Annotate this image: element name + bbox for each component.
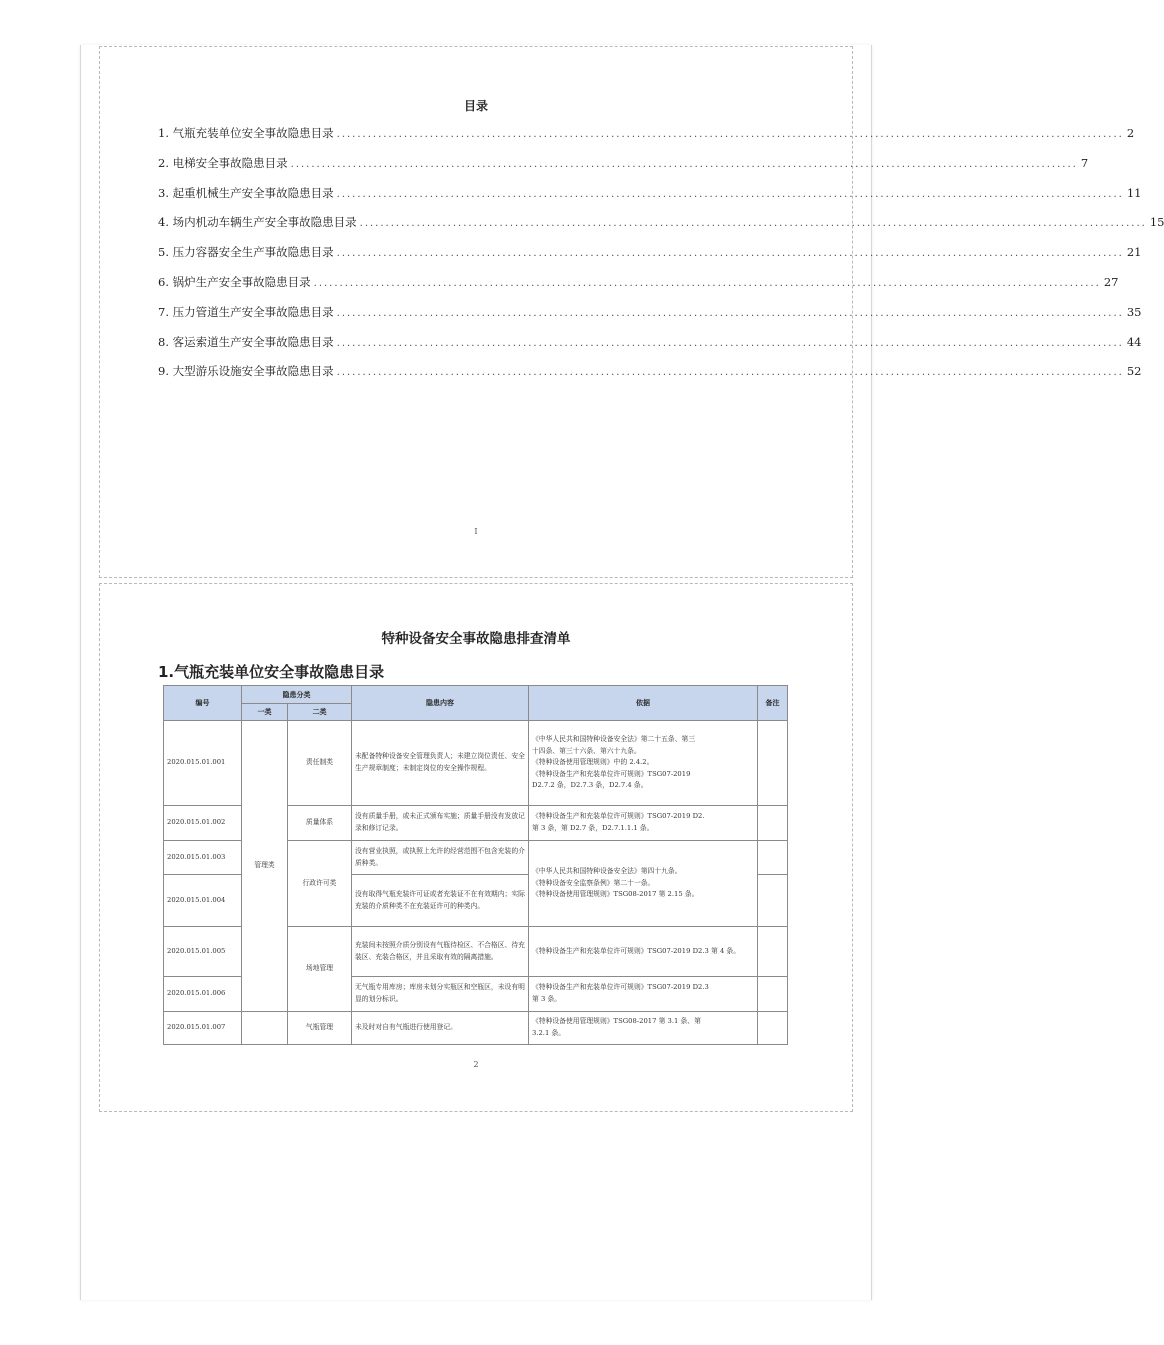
toc-item[interactable] <box>158 334 1142 364</box>
basis-cell <box>529 721 758 806</box>
header-content: 隐患内容 <box>352 686 529 721</box>
toc-item-label: 2. 电梯安全事故隐患目录 <box>158 155 288 170</box>
page-number: I <box>474 527 478 536</box>
toc-item-page: 52 <box>1126 364 1142 379</box>
category-2-cell: 气瓶管理 <box>288 1012 352 1045</box>
toc-item-label: 9. 大型游乐设施安全事故隐患目录 <box>158 364 334 379</box>
toc-item-label: 1. 气瓶充装单位安全事故隐患目录 <box>158 126 334 140</box>
toc-leader: ........................................................................................................................................................ <box>336 129 1124 140</box>
toc-page <box>99 46 1164 578</box>
basis-line: 3.2.1 条。 <box>532 1029 566 1037</box>
row-code: 2020.015.01.007 <box>164 1012 242 1045</box>
toc-item-page: 15 <box>1149 215 1164 230</box>
hazard-content: 没有营业执照，或执照上允许的经营范围不包含充装的介质种类。 <box>352 841 529 875</box>
checklist-page <box>99 583 853 1112</box>
basis-line: 第 3 条。 <box>532 995 562 1003</box>
basis-cell <box>529 841 758 927</box>
toc-item-page: 7 <box>1080 155 1089 170</box>
toc-title: 目录 <box>463 99 488 113</box>
toc-item[interactable] <box>158 125 1135 155</box>
toc-item[interactable] <box>158 363 1142 393</box>
remark-cell <box>758 721 788 806</box>
toc-leader: ........................................................................................................................................................ <box>336 367 1124 379</box>
remark-cell <box>758 841 788 875</box>
toc-item[interactable] <box>158 244 1142 274</box>
hazard-content: 未配备特种设备安全管理负责人；未建立岗位责任、安全生产规章制度；未制定岗位的安全操作规程。 <box>352 721 529 806</box>
toc-leader: ........................................................................................................................................................ <box>336 307 1124 319</box>
toc-item-label: 4. 场内机动车辆生产安全事故隐患目录 <box>158 215 357 230</box>
toc-item-label: 3. 起重机械生产安全事故隐患目录 <box>158 185 334 200</box>
row-code: 2020.015.01.004 <box>164 875 242 927</box>
category-2-cell: 责任制类 <box>288 721 352 806</box>
header-remark: 备注 <box>758 686 788 721</box>
basis-line: 第 3 条，第 D2.7 条，D2.7.1.1.1 条。 <box>532 824 654 832</box>
document-title: 特种设备安全事故隐患排查清单 <box>381 631 571 647</box>
section-title: 1.气瓶充装单位安全事故隐患目录 <box>158 663 385 681</box>
row-code: 2020.015.01.006 <box>164 977 242 1012</box>
toc-item[interactable] <box>158 214 1164 244</box>
header-basis: 依据 <box>529 686 758 721</box>
table-row <box>164 1012 788 1045</box>
basis-cell <box>529 977 758 1012</box>
basis-line: 《特种设备生产和充装单位许可规则》TSG07-2019 D2.3 <box>532 983 709 992</box>
header-category-1: 一类 <box>242 704 288 721</box>
basis-line: 十四条、第三十六条、第六十九条。 <box>532 746 641 755</box>
toc-list <box>158 125 1164 393</box>
header-code: 编号 <box>164 686 242 721</box>
toc-item-label: 6. 锅炉生产安全事故隐患目录 <box>158 274 311 289</box>
hazard-table <box>163 685 788 1045</box>
hazard-content: 未及时对自有气瓶进行使用登记。 <box>352 1012 529 1045</box>
category-2-cell: 场地管理 <box>288 927 352 1012</box>
remark-cell <box>758 927 788 977</box>
row-code: 2020.015.01.002 <box>164 806 242 841</box>
toc-leader: ........................................................................................................................................................ <box>313 277 1101 289</box>
row-code: 2020.015.01.003 <box>164 841 242 875</box>
hazard-content: 无气瓶专用库房；库房未划分实瓶区和空瓶区，未设有明显的划分标识。 <box>352 977 529 1012</box>
hazard-content: 充装间未按照介质分别设有气瓶待检区、不合格区、待充装区、充装合格区，并且采取有效的隔离措施。 <box>352 927 529 977</box>
toc-leader: ........................................................................................................................................................ <box>336 337 1124 349</box>
toc-item-label: 8. 客运索道生产安全事故隐患目录 <box>158 334 334 349</box>
basis-line: 《中华人民共和国特种设备安全法》第二十五条、第三 <box>532 735 696 744</box>
remark-cell <box>758 875 788 927</box>
category-1-cell <box>242 1012 288 1045</box>
basis-line: 《特种设备使用管理规则》中的 2.4.2。 <box>532 758 654 767</box>
toc-item[interactable] <box>158 155 1089 185</box>
toc-item-page: 35 <box>1126 304 1142 319</box>
header-category-2: 二类 <box>288 704 352 721</box>
page-number: 2 <box>473 1060 479 1069</box>
row-code: 2020.015.01.001 <box>164 721 242 806</box>
toc-item-label: 5. 压力容器安全生产事故隐患目录 <box>158 245 334 260</box>
table-row <box>164 721 788 806</box>
basis-line: D2.7.2 条，D2.7.3 条，D2.7.4 条。 <box>532 781 648 790</box>
basis-line: 《特种设备使用管理规则》TSG08-2017 第 3.1 条、第 <box>532 1017 701 1026</box>
hazard-content: 没有取得气瓶充装许可证或者充装证不在有效期内；实际充装的介质种类不在充装证许可的种类内。 <box>352 875 529 927</box>
toc-item-page: 21 <box>1126 245 1142 260</box>
toc-leader: ........................................................................................................................................................ <box>359 218 1147 230</box>
toc-item[interactable] <box>158 274 1119 304</box>
remark-cell <box>758 977 788 1012</box>
remark-cell <box>758 806 788 841</box>
basis-line: 《特种设备生产和充装单位许可规则》TSG07-2019 D2. <box>532 812 705 821</box>
basis-line: 《特种设备安全监察条例》第二十一条。 <box>532 878 655 887</box>
toc-leader: ........................................................................................................................................................ <box>290 158 1078 170</box>
toc-item-page: 11 <box>1126 185 1142 200</box>
header-category: 隐患分类 <box>242 686 352 704</box>
basis-line: 《中华人民共和国特种设备安全法》第四十九条。 <box>532 867 682 876</box>
toc-leader: ........................................................................................................................................................ <box>336 188 1124 200</box>
category-1-cell: 管理类 <box>242 721 288 1012</box>
toc-item-page: 44 <box>1126 334 1142 349</box>
category-2-cell: 质量体系 <box>288 806 352 841</box>
hazard-content: 没有质量手册，或未正式颁布实施；质量手册没有发放记录和修订记录。 <box>352 806 529 841</box>
basis-line: 《特种设备生产和充装单位许可规则》TSG07-2019 <box>532 769 691 778</box>
toc-item-label: 7. 压力管道生产安全事故隐患目录 <box>158 304 334 319</box>
toc-leader: ........................................................................................................................................................ <box>336 248 1124 260</box>
toc-item-page: 27 <box>1103 274 1119 289</box>
toc-item[interactable] <box>158 304 1142 334</box>
toc-item-page: 2 <box>1126 126 1135 140</box>
basis-cell: 《特种设备生产和充装单位许可规则》TSG07-2019 D2.3 第 4 条。 <box>529 927 758 977</box>
basis-cell <box>529 1012 758 1045</box>
row-code: 2020.015.01.005 <box>164 927 242 977</box>
remark-cell <box>758 1012 788 1045</box>
basis-line: 《特种设备使用管理规则》TSG08-2017 第 2.15 条。 <box>532 890 699 899</box>
category-2-cell: 行政许可类 <box>288 841 352 927</box>
basis-cell <box>529 806 758 841</box>
toc-item[interactable] <box>158 185 1142 215</box>
